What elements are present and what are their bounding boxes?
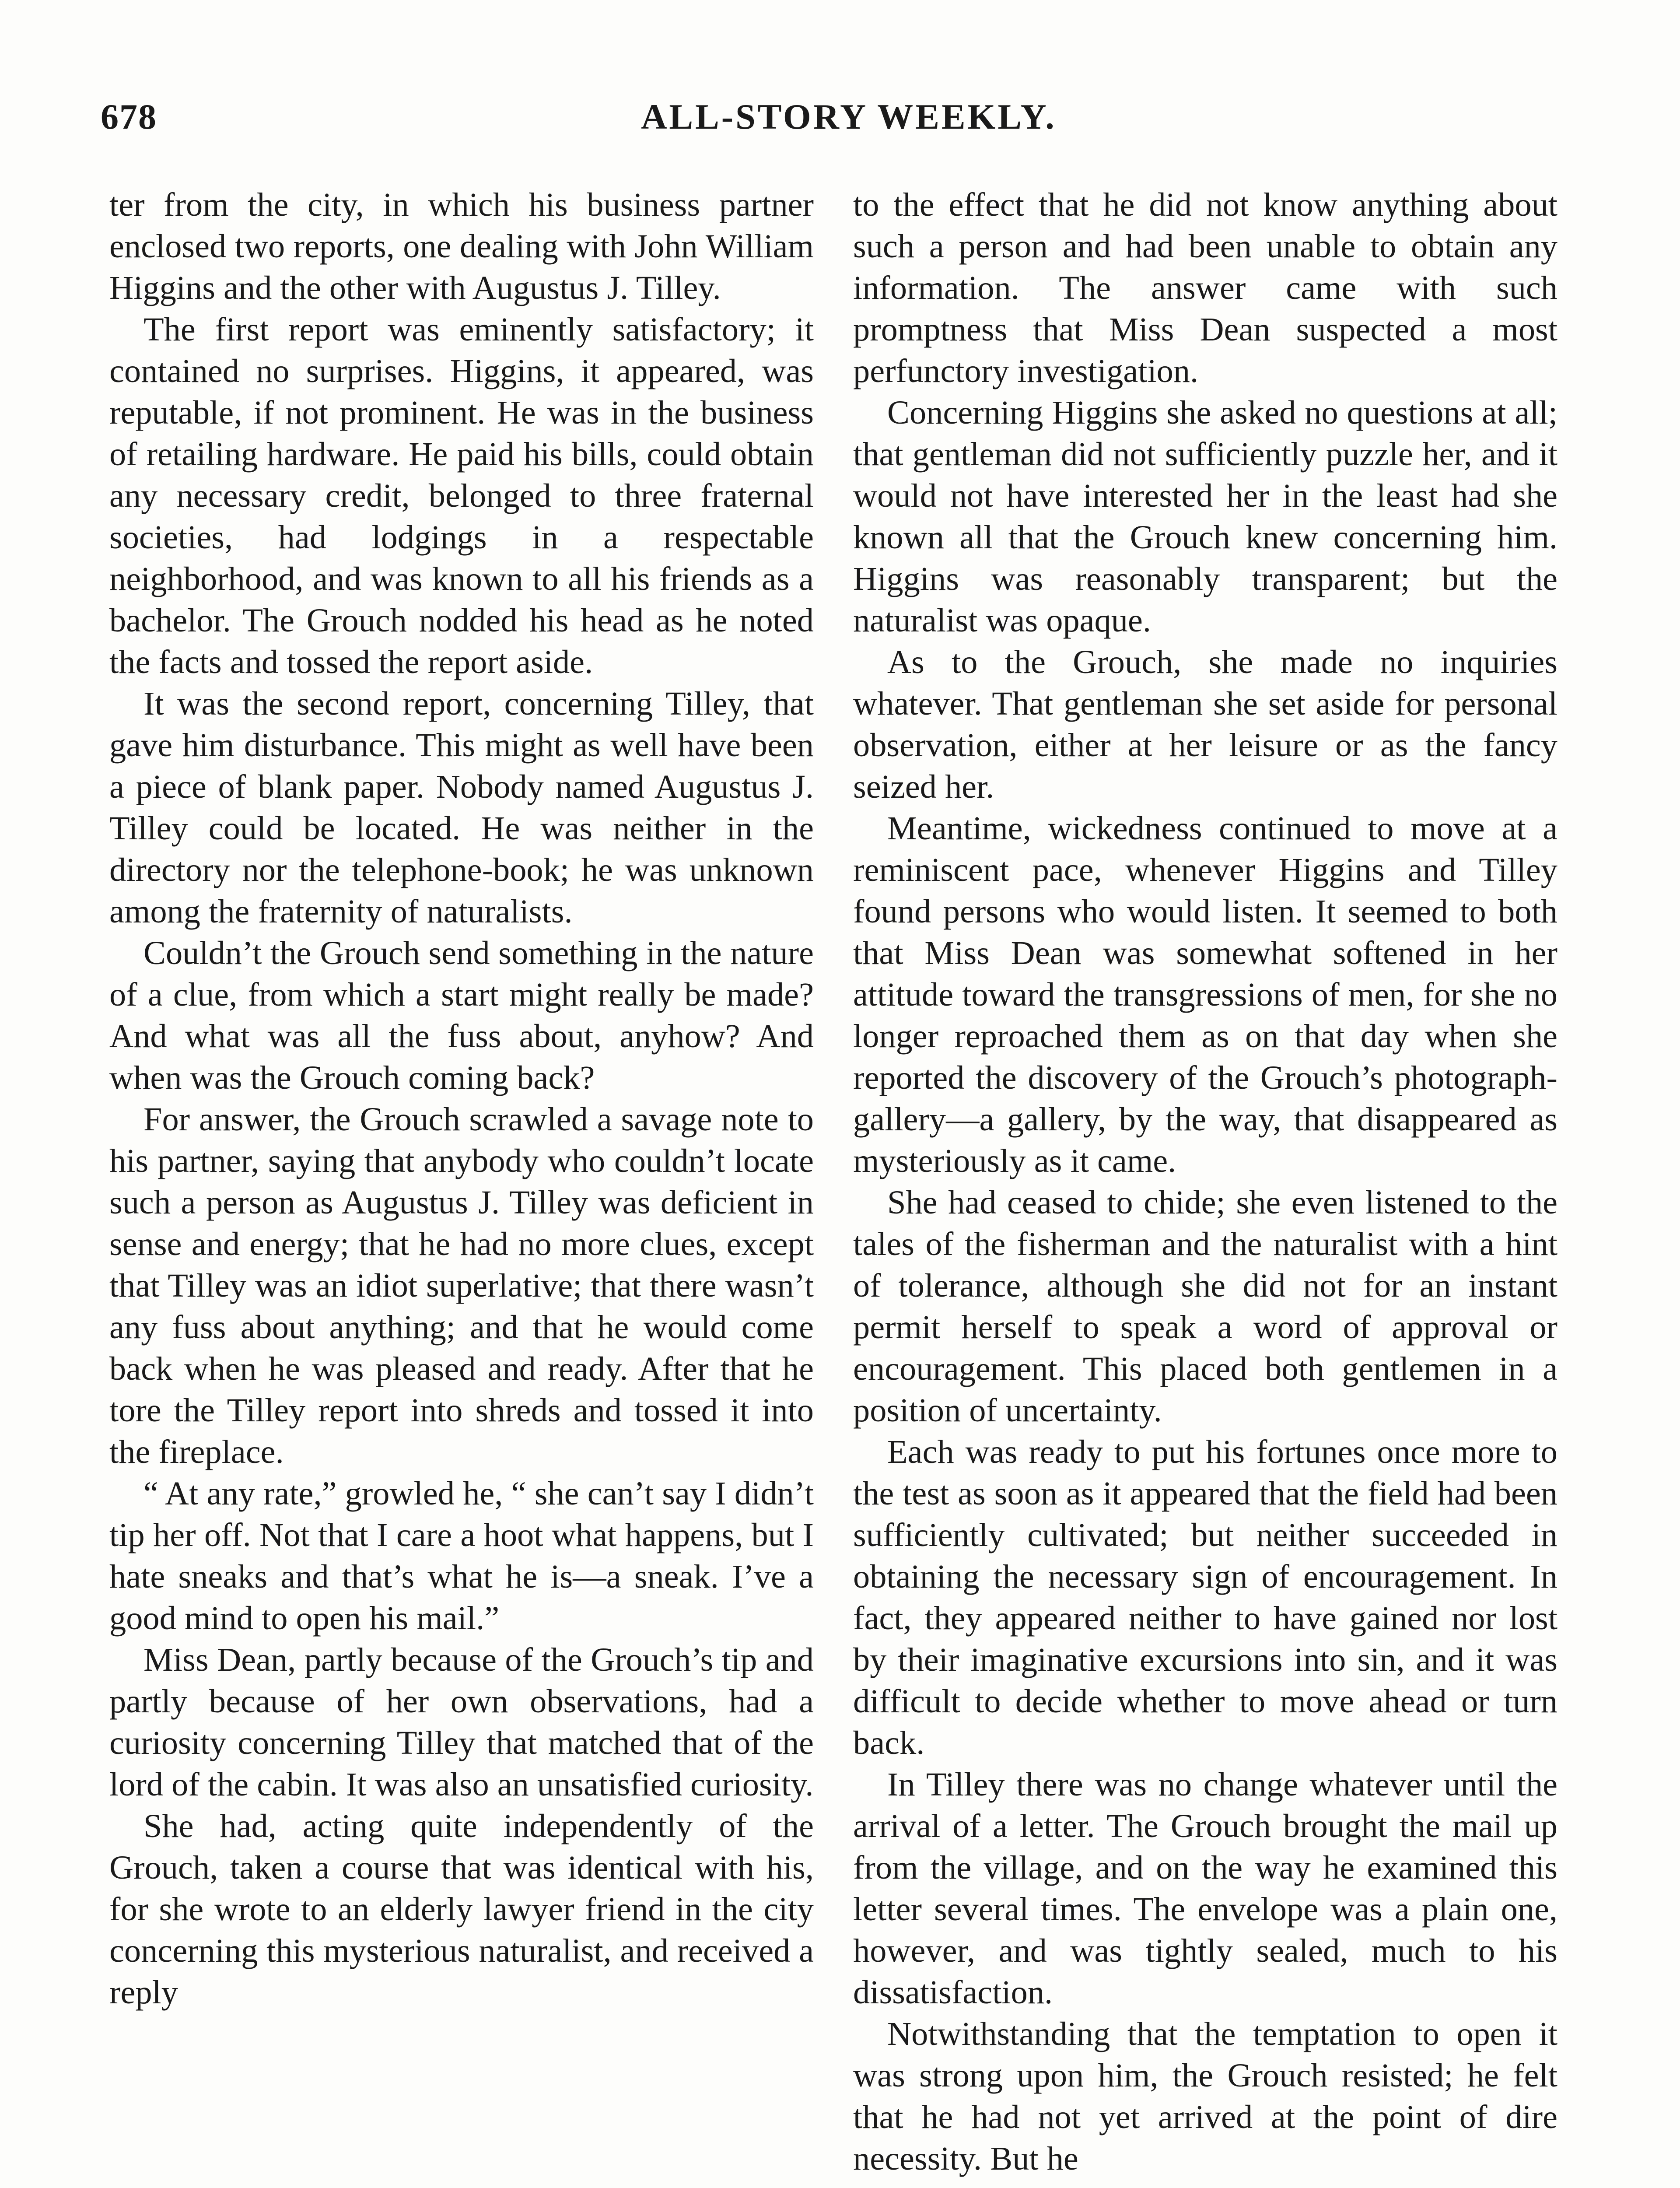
left-column xyxy=(109,184,814,2013)
paragraph: Miss Dean, partly because of the Grouch’s tip and partly because of her own observations, had a curiosity concerning Tilley that matched that of the lord of the cabin. It was also an unsatisfied curiosity. xyxy=(109,1641,814,1803)
running-head: ALL-STORY WEEKLY. xyxy=(641,97,1057,137)
paragraph: Meantime, wickedness continued to move at a reminiscent pace, whenever Higgins and Tilley found persons who would listen. It seemed to both that Miss Dean was somewhat softened in her attitude toward the transgressions of men, for she no longer reproached them as on that day when she reported the discovery of the Grouch’s photograph-gallery—a gallery, by the way, that disappeared as mysteriously as it came. xyxy=(853,810,1558,1179)
paragraph: For answer, the Grouch scrawled a savage note to his partner, saying that anybody who couldn’t locate such a person as Augustus J. Tilley was deficient in sense and energy; that he had no more clues, except that Tilley was an idiot superlative; that there wasn’t any fuss about anything; and that he would come back when he was pleased and ready. After that he tore the Tilley report into shreds and tossed it into the fireplace. xyxy=(109,1101,814,1470)
paragraph: Concerning Higgins she asked no questions at all; that gentleman did not sufficiently puzzle her, and it would not have interested her in the least had she known all that the Grouch knew concerning him. Higgins was reasonably transparent; but the naturalist was opaque. xyxy=(853,394,1558,639)
page-header xyxy=(101,96,1597,144)
paragraph: “ At any rate,” growled he, “ she can’t say I didn’t tip her off. Not that I care a hoot what happens, but I hate sneaks and that’s what he is—a sneak. I’ve a good mind to open his mail.” xyxy=(109,1475,814,1637)
paragraph: Couldn’t the Grouch send something in the nature of a clue, from which a start might really be made? And what was all the fuss about, anyhow? And when was the Grouch coming back? xyxy=(109,934,814,1096)
paragraph: Notwithstanding that the temptation to open it was strong upon him, the Grouch resisted; he felt that he had not yet arrived at the point of dire necessity. But he xyxy=(853,2015,1558,2177)
right-column xyxy=(853,184,1558,2179)
paragraph: It was the second report, concerning Tilley, that gave him disturbance. This might as well have been a piece of blank paper. Nobody named Augustus J. Tilley could be located. He was neither in the directory nor the telephone-book; he was unknown among the fraternity of naturalists. xyxy=(109,685,814,930)
paragraph: She had ceased to chide; she even listened to the tales of the fisherman and the naturalist with a hint of tolerance, although she did not for an instant permit herself to speak a word of approval or encouragement. This placed both gentlemen in a position of uncertainty. xyxy=(853,1184,1558,1429)
paragraph: She had, acting quite independently of the Grouch, taken a course that was identical with his, for she wrote to an elderly lawyer friend in the city concerning this mysterious naturalist, and received a reply xyxy=(109,1807,814,2011)
paragraph: As to the Grouch, she made no inquiries whatever. That gentleman she set aside for personal observation, either at her leisure or as the fancy seized her. xyxy=(853,643,1558,805)
paragraph: ter from the city, in which his business partner enclosed two reports, one dealing with John William Higgins and the other with Augustus J. Tilley. xyxy=(109,186,814,306)
paragraph: Each was ready to put his fortunes once more to the test as soon as it appeared that the field had been sufficiently cultivated; but neither succeeded in obtaining the necessary sign of encouragement. In fact, they appeared neither to have gained nor lost by their imaginative excursions into sin, and it was difficult to decide whether to move ahead or turn back. xyxy=(853,1433,1558,1761)
paragraph: to the effect that he did not know anything about such a person and had been unable to obtain any information. The answer came with such promptness that Miss Dean suspected a most perfunctory investigation. xyxy=(853,186,1558,389)
page-number: 678 xyxy=(101,97,157,137)
paragraph: In Tilley there was no change whatever until the arrival of a letter. The Grouch brought the mail up from the village, and on the way he examined this letter several times. The envelope was a plain one, however, and was tightly sealed, much to his dissatisfaction. xyxy=(853,1766,1558,2011)
paragraph: The first report was eminently satisfactory; it contained no surprises. Higgins, it appeared, was reputable, if not prominent. He was in the business of retailing hardware. He paid his bills, could obtain any necessary credit, belonged to three fraternal societies, had lodgings in a respectable neighborhood, and was known to all his friends as a bachelor. The Grouch nodded his head as he noted the facts and tossed the report aside. xyxy=(109,311,814,680)
